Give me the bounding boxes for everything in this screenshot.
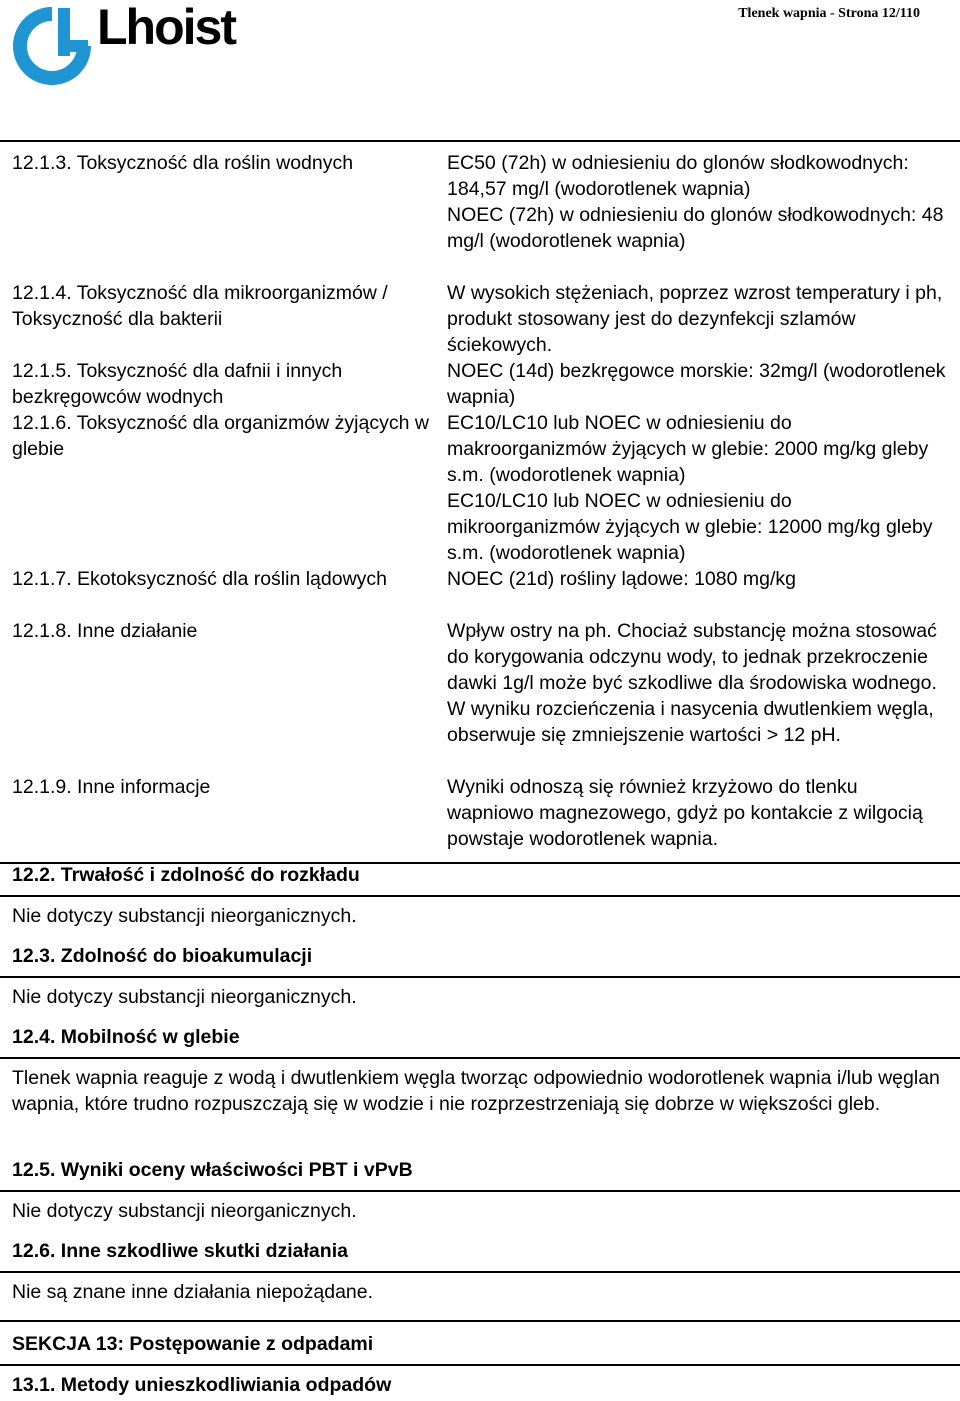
row-value: NOEC (14d) bezkręgowce morskie: 32mg/l (wodorotlenek wapnia) bbox=[447, 360, 946, 408]
toxicity-table bbox=[0, 140, 960, 864]
table-row bbox=[0, 618, 960, 774]
row-label: 12.1.5. Toksyczność dla dafnii i innych bezkręgowców wodnych bbox=[12, 360, 343, 408]
section-12-2-title: 12.2. Trwałość i zdolność do rozkładu bbox=[12, 864, 360, 886]
row-value: Wyniki odnoszą się również krzyżowo do tlenku wapniowo magnezowego, gdyż po kontakcie z wilgocią powstaje wodorotlenek wapnia. bbox=[447, 776, 923, 850]
lhoist-logo bbox=[12, 2, 242, 88]
row-value: NOEC (21d) rośliny lądowe: 1080 mg/kg bbox=[447, 568, 796, 590]
section-12-3-title: 12.3. Zdolność do bioakumulacji bbox=[12, 945, 313, 967]
row-label: 12.1.8. Inne działanie bbox=[12, 620, 198, 642]
row-value: EC50 (72h) w odniesieniu do glonów słodkowodnych: 184,57 mg/l (wodorotlenek wapnia) NOEC (72h) w odniesieniu do glonów słodkowodnych: 48 mg/l (wodorotlenek wapnia) bbox=[447, 152, 944, 252]
section-12-4-text: Tlenek wapnia reaguje z wodą i dwutlenkiem węgla tworząc odpowiednio wodorotlenek wapnia i/lub węglan wapnia, które trudno rozpuszczają się w wodzie i nie rozprzestrzeniają się dobrze w większości gleb. bbox=[12, 1067, 940, 1115]
row-label: 12.1.6. Toksyczność dla organizmów żyjących w glebie bbox=[12, 412, 429, 460]
table-row bbox=[0, 566, 960, 618]
brand-name: Lhoist bbox=[97, 0, 235, 55]
row-label: 12.1.4. Toksyczność dla mikroorganizmów / Toksyczność dla bakterii bbox=[12, 282, 388, 330]
divider bbox=[0, 1190, 960, 1192]
row-label: 12.1.7. Ekotoksyczność dla roślin lądowych bbox=[12, 568, 388, 590]
page-label: Tlenek wapnia - Strona 12/110 bbox=[738, 6, 920, 21]
row-value: EC10/LC10 lub NOEC w odniesieniu do makroorganizmów żyjących w glebie: 2000 mg/kg gleby s.m. (wodorotlenek wapnia) EC10/LC10 lub NOEC w odniesieniu do mikroorganizmów żyjących w glebie: 12000 mg/kg gleby s.m. (wodorotlenek wapnia) bbox=[447, 412, 933, 564]
divider bbox=[0, 1057, 960, 1059]
row-label: 12.1.3. Toksyczność dla roślin wodnych bbox=[12, 152, 354, 174]
divider bbox=[0, 976, 960, 978]
section-13-1-title: 13.1. Metody unieszkodliwiania odpadów bbox=[12, 1374, 392, 1396]
divider bbox=[0, 895, 960, 897]
table-row bbox=[0, 774, 960, 862]
section-12-3-text: Nie dotyczy substancji nieorganicznych. bbox=[12, 986, 357, 1008]
row-value: W wysokich stężeniach, poprzez wzrost temperatury i ph, produkt stosowany jest do dezynfekcji szlamów ściekowych. bbox=[447, 282, 943, 356]
lhoist-logo-mark bbox=[12, 6, 92, 86]
section-12-4-title: 12.4. Mobilność w glebie bbox=[12, 1026, 240, 1048]
section-12-6-text: Nie są znane inne działania niepożądane. bbox=[12, 1281, 374, 1303]
section-12-2-text: Nie dotyczy substancji nieorganicznych. bbox=[12, 905, 357, 927]
divider bbox=[0, 1271, 960, 1273]
divider bbox=[0, 1320, 960, 1322]
table-row bbox=[0, 142, 960, 280]
section-13-title: SEKCJA 13: Postępowanie z odpadami bbox=[12, 1333, 374, 1355]
table-row bbox=[0, 280, 960, 358]
row-label: 12.1.9. Inne informacje bbox=[12, 776, 211, 798]
row-value: Wpływ ostry na ph. Chociaż substancję można stosować do korygowania odczynu wody, to jednak przekroczenie dawki 1g/l może być szkodliwe dla środowiska wodnego. W wyniku rozcieńczenia i nasycenia dwutlenkiem węgla, obserwuje się zmniejszenie wartości > 12 pH. bbox=[447, 620, 937, 746]
section-12-5-title: 12.5. Wyniki oceny właściwości PBT i vPvB bbox=[12, 1159, 413, 1181]
section-12-5-text: Nie dotyczy substancji nieorganicznych. bbox=[12, 1200, 357, 1222]
table-row bbox=[0, 358, 960, 410]
table-row bbox=[0, 410, 960, 566]
section-12-6-title: 12.6. Inne szkodliwe skutki działania bbox=[12, 1240, 348, 1262]
divider bbox=[0, 1364, 960, 1366]
